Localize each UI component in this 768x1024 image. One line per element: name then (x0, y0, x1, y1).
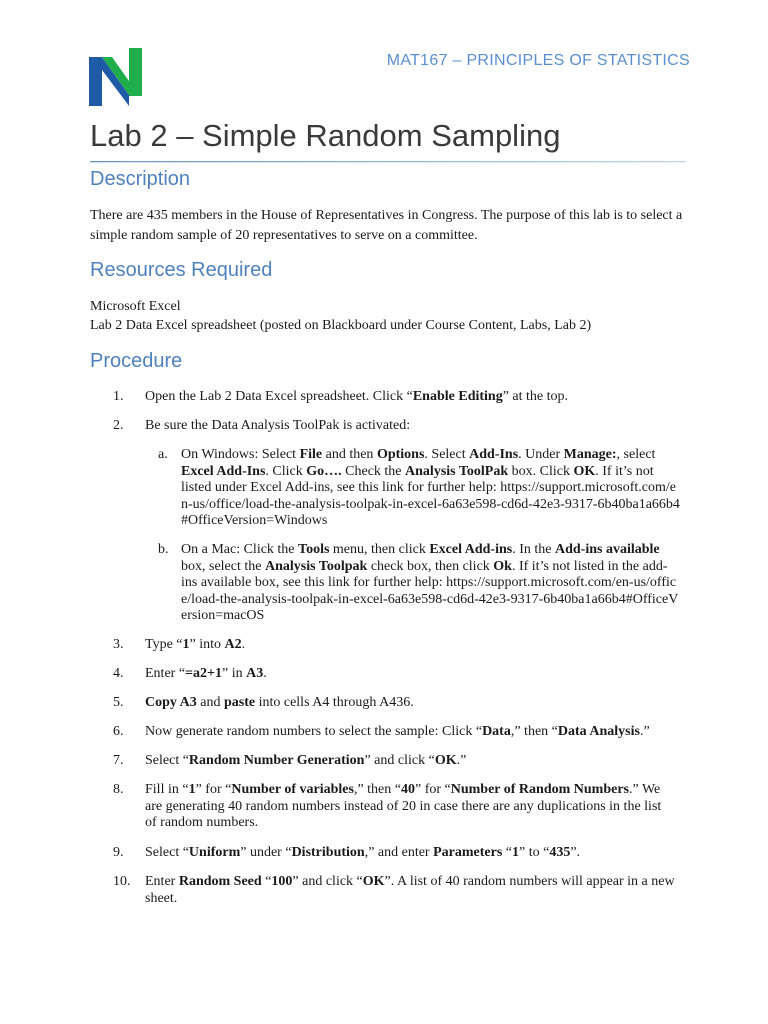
step-text: Fill in “1” for “Number of variables,” then “40” for “Number of Random Numbers.” We are generating 40 random numbers instead of 20 in case there are any duplications in the list of random numbers. (145, 782, 662, 830)
resource-item: Microsoft Excel (90, 299, 181, 314)
n-logo-icon (89, 48, 142, 106)
substep-text: On Windows: Select File and then Options. Select Add-Ins. Under Manage:, select Excel Add-Ins. Click Go…. Check the Analysis ToolPak box. Click OK. If it’s not listed under Excel Add-ins, see this link for further help: https://support.microsoft.com/en-us/office/load-the-analysis-toolpak-in-excel-6a63e598-cd6d-42e3-9317-6b40ba1a66b4#OfficeVersion=Windows (181, 447, 680, 528)
step-number: 7. (113, 753, 124, 768)
step-text: Now generate random numbers to select the sample: Click “Data,” then “Data Analysis.” (145, 724, 650, 739)
procedure-heading: Procedure (90, 350, 183, 372)
page-title: Lab 2 – Simple Random Sampling (90, 118, 561, 153)
step-text: Copy A3 and paste into cells A4 through A436. (145, 695, 414, 710)
step-text: Enter Random Seed “100” and click “OK”. A list of 40 random numbers will appear in a new sheet. (145, 874, 675, 906)
substep-text: On a Mac: Click the Tools menu, then click Excel Add-ins. In the Add-ins available box, select the Analysis Toolpak check box, then click Ok. If it’s not listed in the add-ins available box, see this link for further help: https://support.microsoft.com/en-us/office/load-the-analysis-toolpak-in-excel-6a63e598-cd6d-42e3-9317-6b40ba1a66b4#OfficeVersion=macOS (181, 542, 679, 623)
course-title: MAT167 – PRINCIPLES OF STATISTICS (386, 52, 690, 69)
resource-item: Lab 2 Data Excel spreadsheet (posted on Blackboard under Course Content, Labs, Lab 2) (90, 318, 592, 333)
description-heading: Description (90, 168, 191, 190)
step-number: 8. (113, 782, 124, 797)
step-number: 4. (113, 666, 124, 681)
step-text: Open the Lab 2 Data Excel spreadsheet. Click “Enable Editing” at the top. (145, 389, 569, 404)
substep-letter: a. (158, 447, 168, 462)
step-text: Type “1” into A2. (145, 637, 246, 652)
step-number: 5. (113, 695, 124, 710)
step-number: 6. (113, 724, 124, 739)
step-text: Be sure the Data Analysis ToolPak is activated: (145, 418, 411, 433)
step-number: 9. (113, 845, 124, 860)
resources-heading: Resources Required (90, 259, 273, 281)
step-number: 3. (113, 637, 124, 652)
step-number: 10. (113, 874, 131, 889)
description-text: There are 435 members in the House of Representatives in Congress. The purpose of this lab is to select a simple random sample of 20 representatives to serve on a committee. (90, 208, 683, 243)
step-text: Select “Random Number Generation” and click “OK.” (145, 753, 467, 768)
step-text: Select “Uniform” under “Distribution,” and enter Parameters “1” to “435”. (145, 845, 581, 860)
title-rule (90, 151, 686, 155)
substep-letter: b. (158, 542, 169, 557)
step-text: Enter “=a2+1” in A3. (145, 666, 267, 681)
step-number: 1. (113, 389, 124, 404)
step-number: 2. (113, 418, 124, 433)
